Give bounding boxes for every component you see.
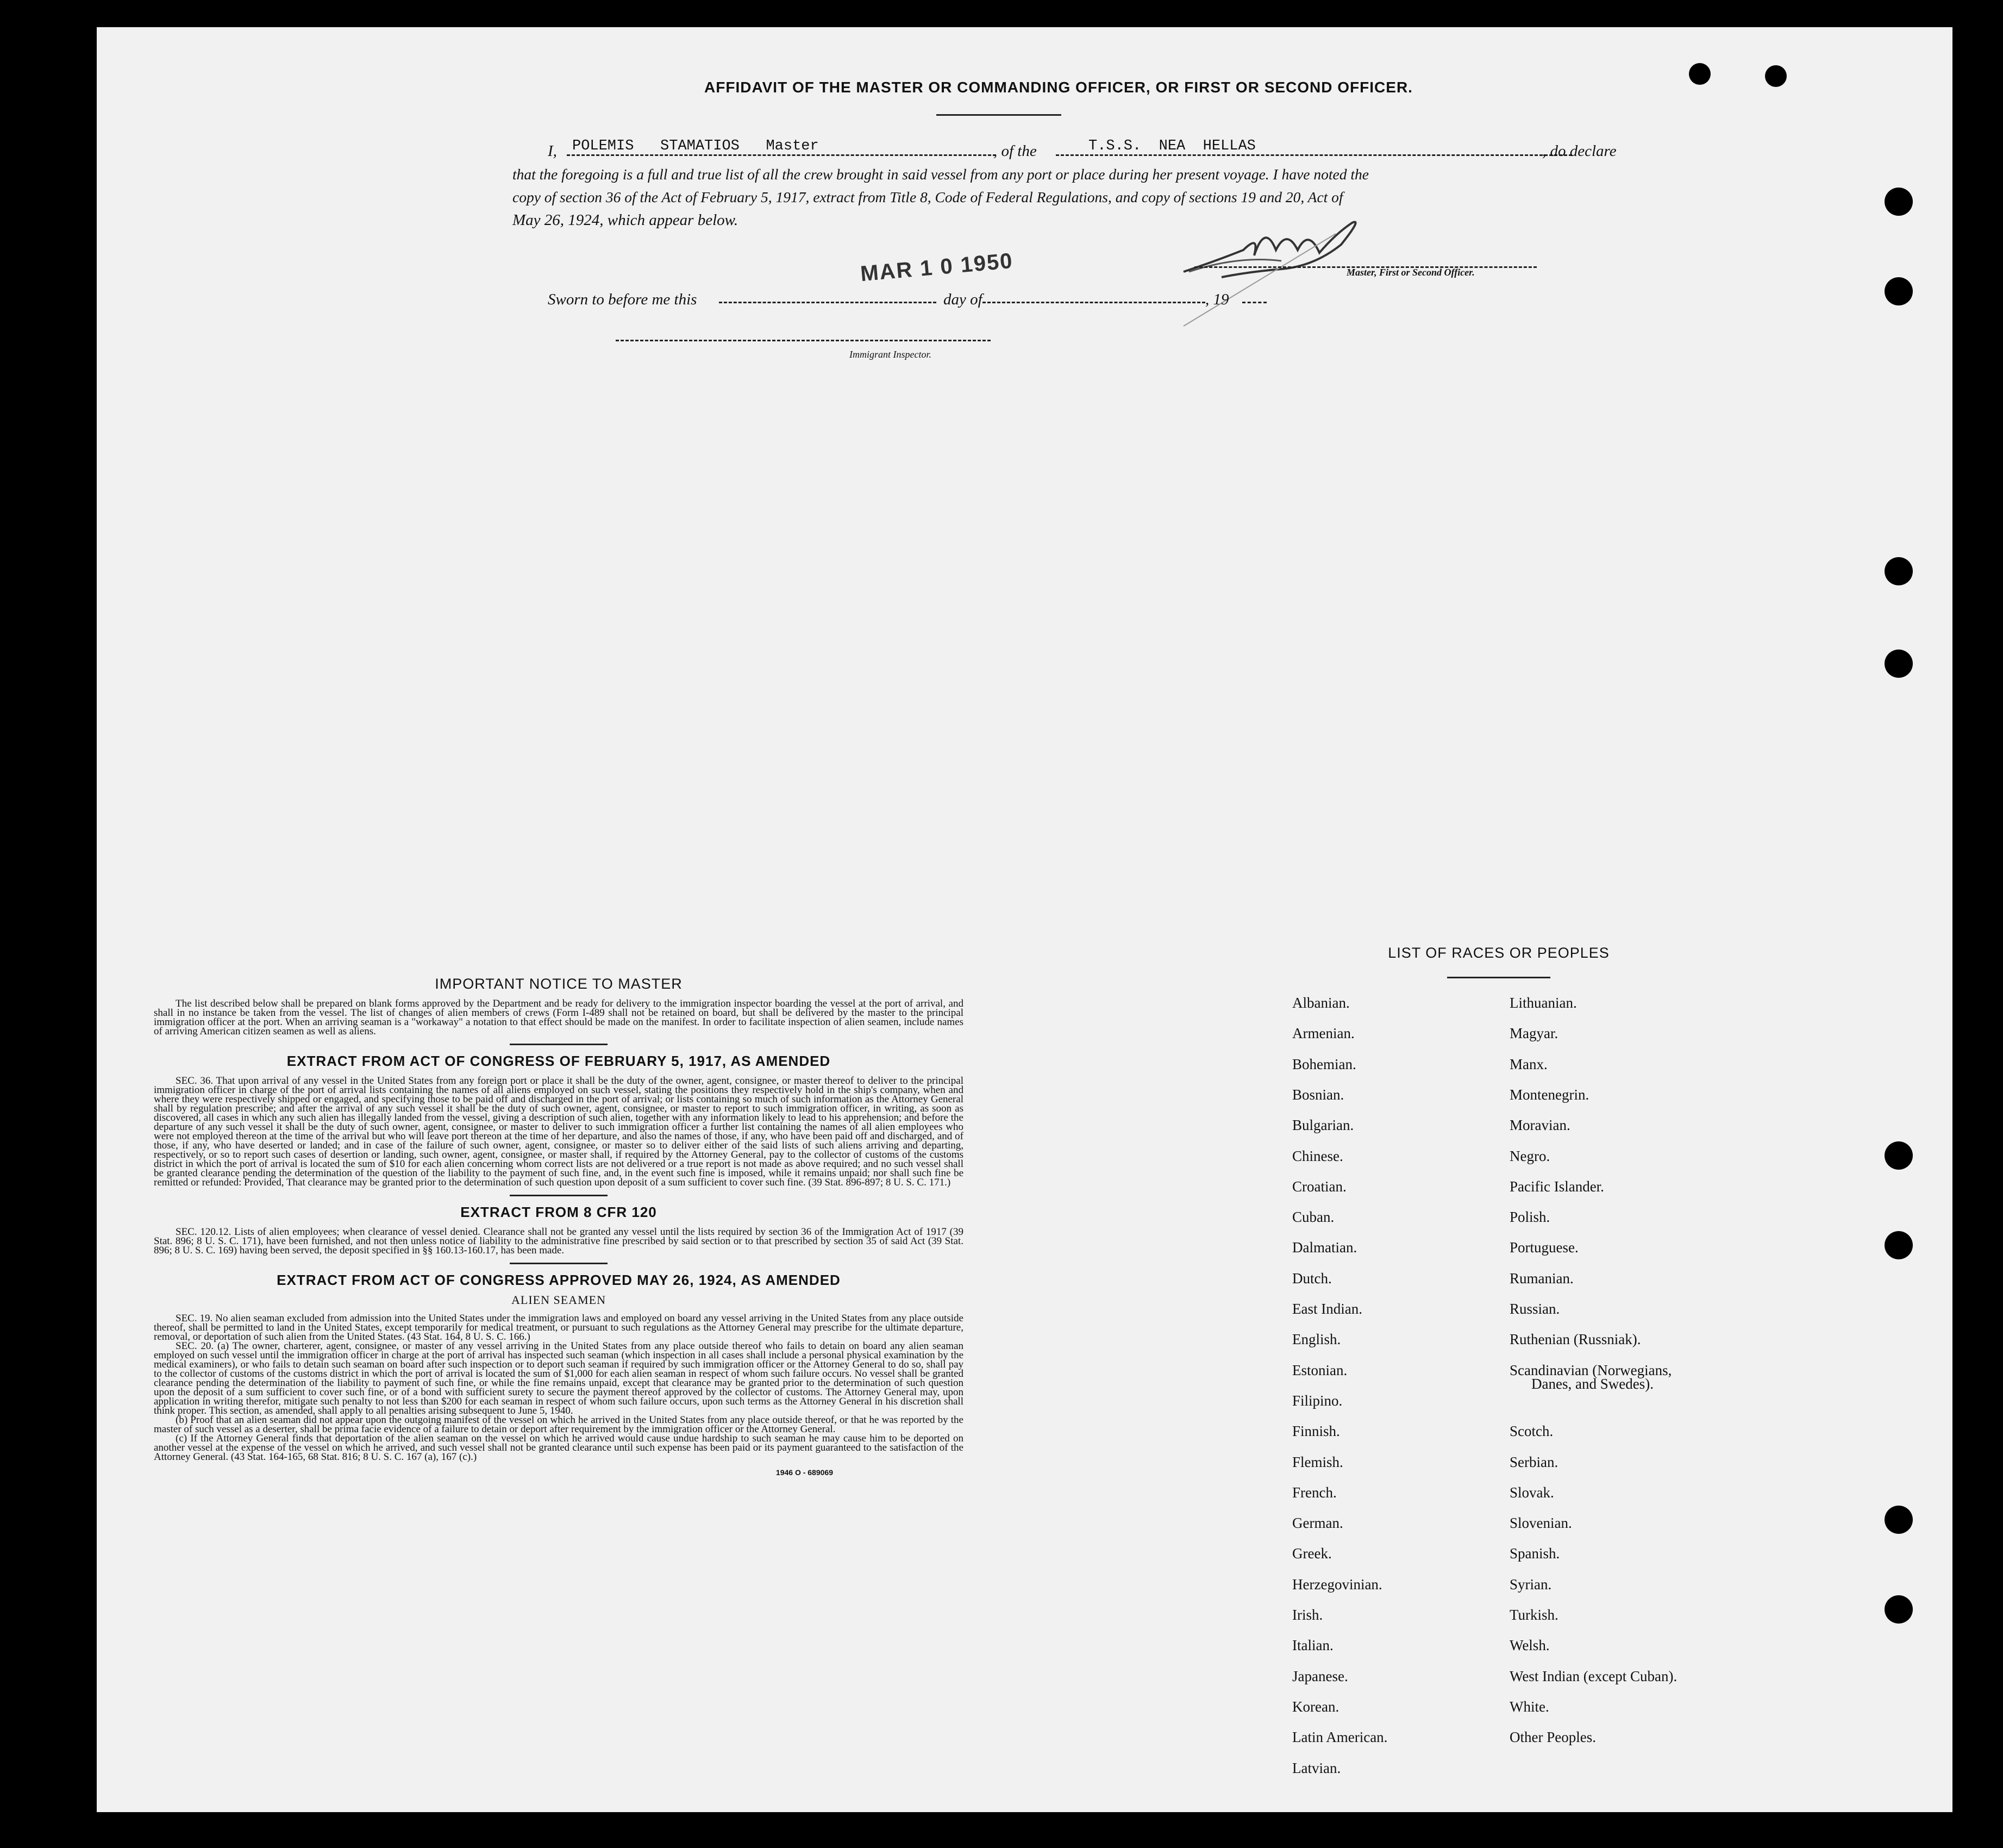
race-item: Finnish. bbox=[1292, 1423, 1340, 1440]
race-item: Estonian. bbox=[1292, 1362, 1348, 1378]
race-item: Welsh. bbox=[1510, 1637, 1550, 1654]
sworn-month-field[interactable] bbox=[982, 302, 1205, 303]
extract-cfr-heading: EXTRACT FROM 8 CFR 120 bbox=[460, 1204, 657, 1220]
race-item: Croatian. bbox=[1292, 1178, 1347, 1195]
race-item: Dalmatian. bbox=[1292, 1239, 1357, 1256]
race-item: Latvian. bbox=[1292, 1759, 1341, 1776]
vessel-field[interactable]: T.S.S. NEA HELLAS bbox=[1056, 138, 1572, 156]
race-item: Armenian. bbox=[1292, 1025, 1355, 1042]
title-rule bbox=[936, 114, 1061, 116]
punch-hole bbox=[1885, 1231, 1913, 1259]
race-item: Russian. bbox=[1510, 1301, 1560, 1317]
sec-19-text: SEC. 19. No alien seaman excluded from admission into the United States under the immigration laws and employed on board any vessel arriving in the United States from any place outside thereof, shall be permitted to land in the United States, except temporarily for medical treatment, or pursuant to such regulations as the Attorney General may prescribe for the ultimate departure, removal, or deportation of such alien from the United States. (43 Stat. 164, 8 U. S. C. 166.) bbox=[154, 1313, 963, 1343]
race-item: West Indian (except Cuban). bbox=[1510, 1668, 1677, 1684]
notice-heading: IMPORTANT NOTICE TO MASTER bbox=[435, 976, 683, 992]
race-item: Chinese. bbox=[1292, 1147, 1343, 1164]
race-item: Bosnian. bbox=[1292, 1086, 1344, 1103]
race-item: Greek. bbox=[1292, 1545, 1332, 1562]
race-item: Lithuanian. bbox=[1510, 995, 1577, 1011]
race-item: Magyar. bbox=[1510, 1025, 1558, 1042]
race-item: Serbian. bbox=[1510, 1453, 1558, 1470]
race-item: Syrian. bbox=[1510, 1576, 1552, 1593]
race-item: Rumanian. bbox=[1510, 1270, 1574, 1287]
sec-20a-text: SEC. 20. (a) The owner, charterer, agent, consignee, or master of any vessel arriving in the United States from any place outside thereof who fails to detain on board any alien seaman employed on such vessel until the immigration officer in charge at the port of arrival has inspected such seaman (which inspection in all cases shall include a personal physical examination by the medical examiners), or who fails to detain such seaman on board after such inspection or to deport such seaman if required by such immigration officer or the Attorney General to do so, shall pay to the collector of customs of the customs district in which the port of arrival is located the sum of $1,000 for each alien seaman in respect of whom such failure occurs. No vessel shall be granted clearance pending the determination of the liability to payment of such fine, or while the fine remains unpaid, except that clearance may be granted prior to the determination of such question upon the deposit of a sum sufficient to cover such fine, or of a bond with sufficient surety to secure the payment thereof approved by the collector of customs. The Attorney General may, upon application in writing therefor, mitigate such penalty to not less than $200 for each seaman in respect of whom such failure occurs, upon such terms as the Attorney General in his discretion shall think proper. This section, as amended, shall apply to all penalties arising subsequent to June 5, 1940. bbox=[154, 1340, 963, 1416]
declaration-line-4: May 26, 1924, which appear below. bbox=[512, 211, 738, 229]
extract-cfr-text: SEC. 120.12. Lists of alien employees; when clearance of vessel denied. Clearance shall not be granted any vessel until the lists required by section 36 of the Immigration Act of 1917 (39 Stat. 896; 8 U. S. C. 171), have been furnished, and not then unless notice of liability to the administrative fine prescribed by said section or to that prescribed by section 35 of said Act (39 Stat. 896; 8 U. S. C. 169) having been served, the deposit specified in §§ 160.13-160.17, has been made. bbox=[154, 1226, 963, 1256]
race-item: French. bbox=[1292, 1484, 1337, 1501]
race-item: Filipino. bbox=[1292, 1392, 1343, 1409]
race-item: Herzegovinian. bbox=[1292, 1576, 1382, 1593]
race-item: Negro. bbox=[1510, 1147, 1550, 1164]
punch-hole bbox=[1885, 557, 1913, 585]
i-label: I, bbox=[548, 142, 557, 160]
punch-hole bbox=[1765, 65, 1787, 87]
sworn-day-field[interactable] bbox=[719, 302, 936, 303]
punch-hole bbox=[1885, 188, 1913, 216]
races-heading-rule bbox=[1447, 977, 1550, 978]
inspector-label: Immigrant Inspector. bbox=[849, 349, 931, 360]
extract-1917-heading: EXTRACT FROM ACT OF CONGRESS OF FEBRUARY 5, 1917, AS AMENDED bbox=[286, 1053, 831, 1069]
race-item: Latin American. bbox=[1292, 1729, 1388, 1746]
race-item: White. bbox=[1510, 1698, 1549, 1715]
race-item: Danes, and Swedes). bbox=[1531, 1375, 1654, 1392]
divider bbox=[510, 1263, 608, 1264]
extract-1917-text: SEC. 36. That upon arrival of any vessel in the United States from any foreign port or place it shall be the duty of the owner, agent, consignee, or master thereof to deliver to the principal immigration officer in charge of the port of arrival lists containing the names of all aliens employed on such vessel, stating the positions they respectively hold in the ship's company, when and where they were respectively shipped or engaged, and specifying those to be paid off and discharged in the port of arrival; or lists containing so much of such information as the Attorney General shall by regulation prescribe; and after the arrival of any such vessel it shall be the duty of such owner, agent, consignee, or master to report to such immigration officer, in writing, as soon as discovered, all cases in which any such alien has illegally landed from the vessel, giving a description of such alien, together with any information likely to lead to his apprehension; and before the departure of any such vessel it shall be the duty of such owner, agent, consignee, or master to deliver to such immigration officer a further list containing the names of all alien employees who were not employed thereon at the time of the arrival but who will leave port thereon at the time of her departure, and also the names of those, if any, who have been paid off and discharged, and of those, if any, who have deserted or landed; and in case of the failure of such owner, agent, consignee, or master so to deliver either of the said lists of such aliens arriving and departing, respectively, or so to report such cases of desertion or landing, such owner, agent, consignee, or master shall, if required by the Attorney General, pay to the collector of customs of the customs district in which the port of arrival is located the sum of $10 for each alien concerning whom correct lists are not delivered or a true report is not made as above required; and no such vessel shall be granted clearance pending the determination of the question of the liability to the payment of such fine, and, in the event such fine is imposed, while it remains unpaid; nor shall such fine be remitted or refunded: Provided, That clearance may be granted prior to the determination of such question upon deposit of a sum sufficient to cover such fine. (39 Stat. 896-897; 8 U. S. C. 171.) bbox=[154, 1075, 963, 1188]
of-the-label: , of the bbox=[993, 142, 1037, 160]
day-of-label: day of bbox=[943, 291, 982, 308]
document-page bbox=[97, 27, 1952, 1812]
notice-text: The list described below shall be prepared on blank forms approved by the Department and be ready for delivery to the immigration inspector boarding the vessel at the port of arrival, and shall in no instance be taken from the vessel. The list of changes of alien members of crews (Form I-489 shall not be retained on board, but shall be delivered by the master to the principal immigration officer at the port. When an arriving seaman is a "workaway" a notation to that effect should be made on the manifest. In order to facilitate inspection of alien seamen, include names of arriving American citizen seamen as well as aliens. bbox=[154, 998, 963, 1037]
race-item: Polish. bbox=[1510, 1209, 1550, 1226]
punch-hole bbox=[1885, 1141, 1913, 1170]
race-item: East Indian. bbox=[1292, 1301, 1362, 1317]
race-item: Irish. bbox=[1292, 1607, 1323, 1623]
race-item: Bulgarian. bbox=[1292, 1117, 1354, 1134]
race-item: Flemish. bbox=[1292, 1453, 1343, 1470]
race-item: Albanian. bbox=[1292, 995, 1350, 1011]
race-item: Slovenian. bbox=[1510, 1515, 1572, 1532]
race-item: Bohemian. bbox=[1292, 1056, 1356, 1072]
extract-1924-heading: EXTRACT FROM ACT OF CONGRESS APPROVED MAY 26, 1924, AS AMENDED bbox=[277, 1272, 841, 1288]
race-item: Spanish. bbox=[1510, 1545, 1560, 1562]
race-item: Italian. bbox=[1292, 1637, 1334, 1654]
race-item: Turkish. bbox=[1510, 1607, 1558, 1623]
divider bbox=[510, 1044, 608, 1045]
declaration-line-3: copy of section 36 of the Act of February 5, 1917, extract from Title 8, Code of Federal Regulations, and copy of sections 19 and 20, Act of bbox=[512, 189, 1343, 205]
race-item: Manx. bbox=[1510, 1056, 1548, 1072]
inspector-signature-line[interactable] bbox=[616, 340, 991, 341]
races-heading: LIST OF RACES OR PEOPLES bbox=[1388, 945, 1610, 961]
sworn-label: Sworn to before me this bbox=[548, 291, 697, 308]
notice-block bbox=[154, 976, 963, 1477]
sec-20c-text: (c) If the Attorney General finds that deportation of the alien seaman on the vessel on which he arrived would cause undue hardship to such seaman he may cause him to be deported on another vessel at the expense of the vessel on which he arrived, and such vessel shall not be granted clearance until such expense has been paid or its payment guaranteed to the satisfaction of the Attorney General. (43 Stat. 164-165, 68 Stat. 816; 8 U. S. C. 167 (a), 167 (c).) bbox=[154, 1433, 963, 1463]
affidavit-title: AFFIDAVIT OF THE MASTER OR COMMANDING OFFICER, OR FIRST OR SECOND OFFICER. bbox=[704, 79, 1413, 96]
name-field[interactable]: POLEMIS STAMATIOS Master bbox=[567, 138, 996, 156]
divider bbox=[510, 1195, 608, 1196]
race-item: Scotch. bbox=[1510, 1423, 1554, 1440]
declaration-line-2: that the foregoing is a full and true list of all the crew brought in said vessel from any port or place during her present voyage. I have noted the bbox=[512, 166, 1369, 183]
punch-hole bbox=[1885, 1506, 1913, 1534]
race-item: Dutch. bbox=[1292, 1270, 1332, 1287]
master-signature bbox=[1173, 201, 1466, 364]
race-item: German. bbox=[1292, 1515, 1343, 1532]
sworn-year-field[interactable] bbox=[1242, 302, 1267, 303]
race-item: Other Peoples. bbox=[1510, 1729, 1596, 1746]
race-item: Ruthenian (Russniak). bbox=[1510, 1331, 1641, 1348]
punch-hole bbox=[1689, 63, 1711, 85]
race-item: Pacific Islander. bbox=[1510, 1178, 1604, 1195]
race-item: Cuban. bbox=[1292, 1209, 1335, 1226]
race-item: Scandinavian (Norwegians, bbox=[1510, 1362, 1672, 1378]
punch-hole bbox=[1885, 650, 1913, 678]
sec-20b-text: (b) Proof that an alien seaman did not appear upon the outgoing manifest of the vessel on which he arrived in the United States from any place outside thereof, or that he was reported by the master of such vessel as a deserter, shall be prima facie evidence of a failure to detain or deport after requirement by the immigration officer or the Attorney General. bbox=[154, 1414, 963, 1435]
race-item: Montenegrin. bbox=[1510, 1086, 1589, 1103]
date-stamp: MAR 1 0 1950 bbox=[859, 248, 1015, 286]
race-item: Slovak. bbox=[1510, 1484, 1554, 1501]
race-item: Korean. bbox=[1292, 1698, 1339, 1715]
punch-hole bbox=[1885, 1595, 1913, 1624]
race-item: Portuguese. bbox=[1510, 1239, 1579, 1256]
race-item: Japanese. bbox=[1292, 1668, 1348, 1684]
extract-1924-subheading: ALIEN SEAMEN bbox=[511, 1293, 606, 1307]
punch-hole bbox=[1885, 277, 1913, 305]
year-prefix: , 19 bbox=[1205, 291, 1229, 308]
master-label: Master, First or Second Officer. bbox=[1347, 267, 1475, 278]
race-item: Moravian. bbox=[1510, 1117, 1570, 1134]
print-code: 1946 O - 689069 bbox=[775, 1468, 833, 1477]
do-declare-label: , do declare bbox=[1542, 142, 1617, 160]
race-item: English. bbox=[1292, 1331, 1341, 1348]
